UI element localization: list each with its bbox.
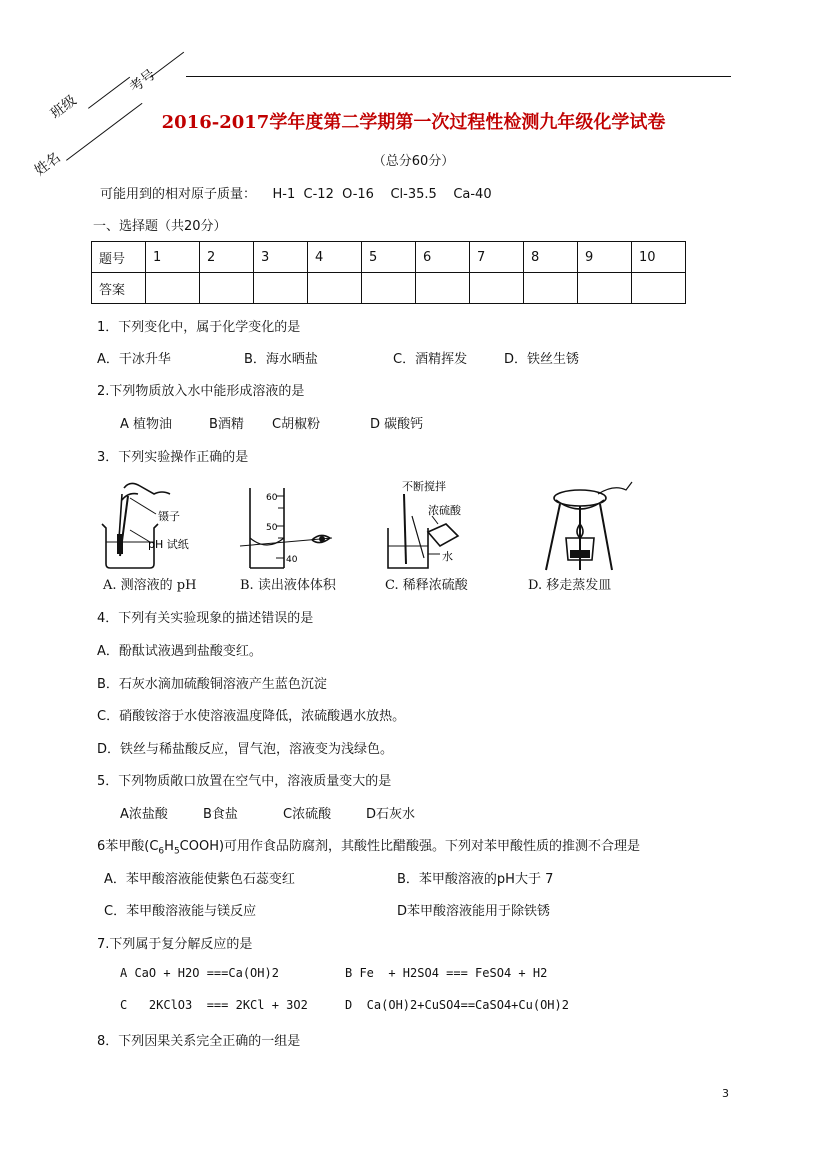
question-number-cell: 6 [416,242,470,273]
q5-stem: 5．下列物质敞口放置在空气中，溶液质量变大的是 [97,774,392,789]
q2-option-a: A 植物油 [120,417,173,432]
question-number-cell: 10 [632,242,686,273]
q6-option-c: C．苯甲酸溶液能与镁反应 [104,904,257,919]
figure-a-caption: A. 测溶液的 pH [103,578,197,593]
question-number-cell: 9 [578,242,632,273]
answer-cell[interactable] [254,273,308,304]
table-row [92,242,686,273]
q2-option-b: B酒精 [209,417,244,432]
question-number-cell: 1 [146,242,200,273]
q6-stem [97,835,640,857]
q5-option-d: D石灰水 [366,807,416,822]
number-label: 考号 [126,66,159,97]
q5-option-c: C浓硫酸 [283,807,332,822]
name-label: 姓名 [31,149,64,180]
cylinder-reading-illustration [236,476,346,574]
q1-option-d: D．铁丝生锈 [504,352,580,367]
answer-cell[interactable] [578,273,632,304]
header-rule [186,76,731,77]
answer-cell[interactable] [416,273,470,304]
q6-subscript: 6 [158,846,165,857]
tick-50: 50 [266,523,278,533]
evaporating-dish-illustration [540,476,640,574]
q4-option-d: D．铁丝与稀盐酸反应，冒气泡，溶液变为浅绿色。 [97,742,394,757]
tweezers-label: 镊子 [158,510,180,523]
ph-test-illustration [98,476,228,574]
page-number: 3 [722,1087,729,1100]
answer-cell[interactable] [524,273,578,304]
table-row [92,273,686,304]
tick-40: 40 [286,555,298,565]
answer-cell[interactable] [200,273,254,304]
answer-cell[interactable] [308,273,362,304]
question-number-cell: 7 [470,242,524,273]
question-number-cell: 2 [200,242,254,273]
q7-option-a: A CaO + H2O ===Ca(OH)2 [120,966,279,980]
q8-stem: 8．下列因果关系完全正确的一组是 [97,1034,301,1049]
q6-stem-part: COOH)可用作食品防腐剂，其酸性比醋酸强。下列对苯甲酸性质的推测不合理是 [179,839,641,854]
q1-stem: 1．下列变化中，属于化学变化的是 [97,320,301,335]
class-blank-line [88,77,130,109]
q7-option-d: D Ca(OH)2+CuSO4==CaSO4+Cu(OH)2 [345,998,569,1012]
answer-cell[interactable] [632,273,686,304]
q5-option-b: B食盐 [203,807,238,822]
ph-paper-label: pH 试纸 [148,538,189,551]
question-number-cell: 3 [254,242,308,273]
q4-option-b: B．石灰水滴加硫酸铜溶液产生蓝色沉淀 [97,677,327,692]
answer-cell[interactable] [470,273,524,304]
class-label: 班级 [47,92,80,123]
question-number-cell: 5 [362,242,416,273]
total-score: （总分60分） [372,154,455,169]
q1-option-b: B．海水晒盐 [244,352,318,367]
figure-c-caption: C. 稀释浓硫酸 [385,578,468,593]
exam-title: 2016-2017学年度第二学期第一次过程性检测九年级化学试卷 [161,112,666,133]
q6-option-b: B．苯甲酸溶液的pH大于 7 [397,872,554,887]
water-label: 水 [442,550,453,563]
answer-cell[interactable] [362,273,416,304]
q2-option-c: C胡椒粉 [272,417,321,432]
figure-d-caption: D. 移走蒸发皿 [528,578,612,593]
q6-subscript: 5 [173,846,180,857]
dilution-illustration [384,476,494,574]
q7-stem: 7.下列属于复分解反应的是 [97,937,253,952]
question-number-cell: 8 [524,242,578,273]
q4-stem: 4．下列有关实验现象的描述错误的是 [97,611,314,626]
q7-option-c: C 2KClO3 === 2KCl + 3O2 [120,998,308,1012]
number-blank-line [150,52,184,78]
q1-option-a: A．干冰升华 [97,352,171,367]
atomic-masses: 可能用到的相对原子质量： H-1 C-12 O-16 Cl-35.5 Ca-40 [100,187,492,202]
q4-option-a: A．酚酞试液遇到盐酸变红。 [97,644,262,659]
q2-stem: 2.下列物质放入水中能形成溶液的是 [97,384,305,399]
q2-option-d: D 碳酸钙 [370,417,424,432]
section-heading: 一、选择题（共20分） [93,219,227,234]
q3-stem: 3．下列实验操作正确的是 [97,450,249,465]
q6-option-a: A．苯甲酸溶液能使紫色石蕊变红 [104,872,295,887]
q7-option-b: B Fe + H2SO4 === FeSO4 + H2 [345,966,548,980]
q6-stem-part: H [164,839,174,854]
answer-cell[interactable] [146,273,200,304]
stir-label: 不断搅拌 [402,480,446,493]
table-header-cell: 答案 [92,273,146,304]
table-header-cell: 题号 [92,242,146,273]
figure-b-caption: B. 读出液体体积 [240,578,336,593]
q4-option-c: C．硝酸铵溶于水使溶液温度降低，浓硫酸遇水放热。 [97,709,406,724]
q6-stem-part: 6苯甲酸(C [97,839,159,854]
acid-label: 浓硫酸 [428,504,461,517]
q6-option-d: D苯甲酸溶液能用于除铁锈 [397,904,551,919]
q1-option-c: C．酒精挥发 [393,352,468,367]
question-number-cell: 4 [308,242,362,273]
q5-option-a: A浓盐酸 [120,807,168,822]
answer-table [91,241,686,304]
tick-60: 60 [266,493,278,503]
